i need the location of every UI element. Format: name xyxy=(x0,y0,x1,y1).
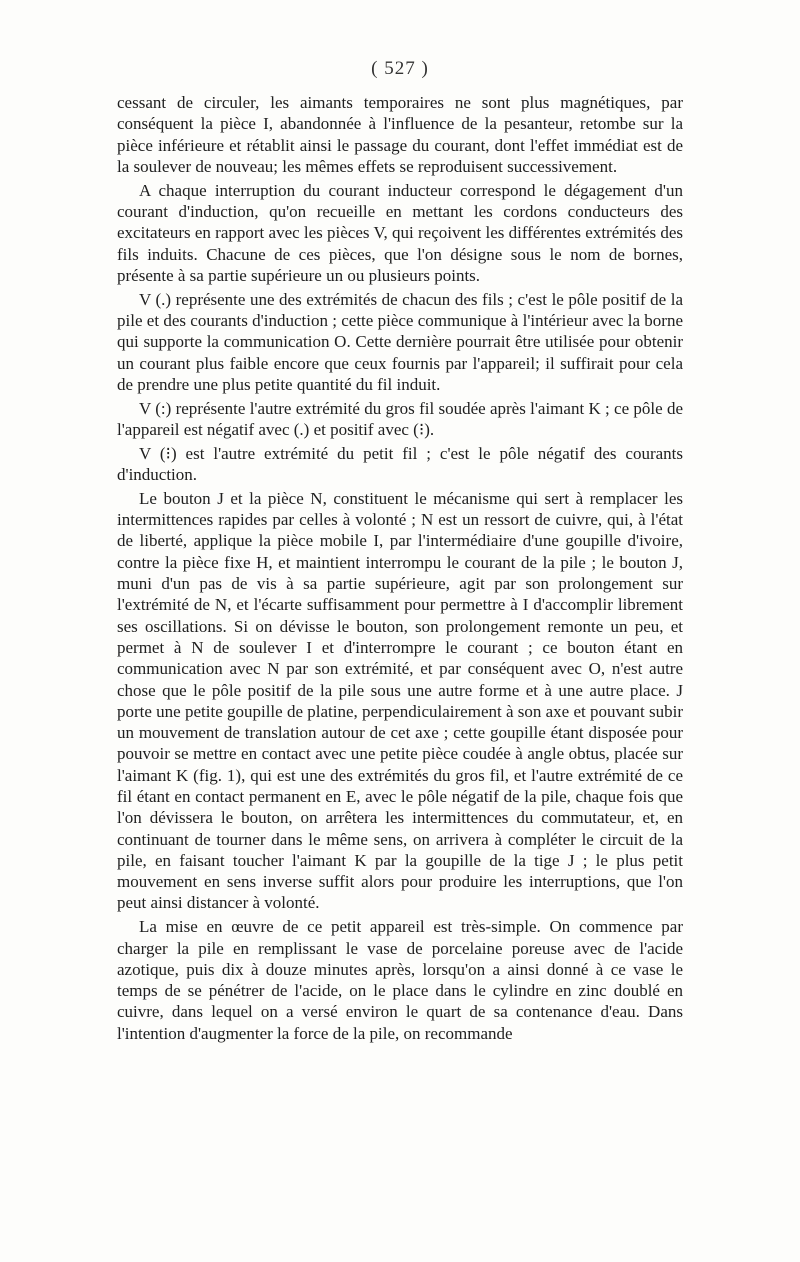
body-text xyxy=(117,92,683,1047)
paragraph-6: Le bouton J et la pièce N, constituent le mécanisme qui sert à remplacer les intermittences rapides par celles à volonté ; N est un ressort de cuivre, qui, à l'état de liberté, applique la pièce mobile I, par l'intermédiaire d'une goupille d'ivoire, contre la pièce fixe H, et maintient interrompu le courant de la pile ; le bouton J, muni d'un pas de vis à sa partie supérieure, agit par son prolongement sur l'extrémité de N, et l'écarte suffisamment pour permettre à I d'accomplir librement ses oscillations. Si on dévisse le bouton, son prolongement remonte un peu, et permet à N de soulever I et d'interrompre le courant ; ce bouton étant en communication avec N par son extrémité, et par conséquent avec O, n'est autre chose que le pôle positif de la pile sous une autre forme et à une autre place. J porte une petite goupille de platine, perpendiculairement à son axe et pouvant subir un mouvement de translation autour de cet axe ; cette goupille étant disposée pour pouvoir se mettre en contact avec une petite pièce coudée à angle obtus, placée sur l'aimant K (fig. 1), qui est une des extrémités du gros fil, et l'autre extrémité de ce fil étant en contact permanent en E, avec le pôle négatif de la pile, chaque fois que l'on dévissera le bouton, on arrêtera les intermittences du commutateur, et, en continuant de tourner dans le même sens, on arrivera à compléter le circuit de la pile, en faisant toucher l'aimant K par la goupille de la tige J ; le plus petit mouvement en sens inverse suffit alors pour produire les interruptions, que l'on peut ainsi distancer à volonté. xyxy=(117,488,684,913)
paragraph-3: V (.) représente une des extrémités de chacun des fils ; c'est le pôle positif de la pile et des courants d'induction ; cette pièce communique à l'intérieur avec la borne qui supporte la communication O. Cette dernière pourrait être utilisée pour obtenir un courant plus faible encore que ceux fournis par l'appareil; il suffirait pour cela de prendre une plus petite quantité du fil induit. xyxy=(117,289,683,394)
paragraph-2: A chaque interruption du courant inducteur correspond le dégagement d'un courant d'induction, qu'on recueille en mettant les cordons conducteurs des excitateurs en rapport avec les pièces V, qui reçoivent les différentes extrémités des fils induits. Chacune de ces pièces, que l'on désigne sous le nom de bornes, présente à sa partie supérieure un ou plusieurs points. xyxy=(117,180,683,285)
paragraph-7: La mise en œuvre de ce petit appareil est très-simple. On commence par charger la pile en remplissant le vase de porcelaine poreuse avec de l'acide azotique, puis dix à douze minutes après, lorsqu'on a ainsi donné à ce vase le temps de se pénétrer de l'acide, on le place dans le cylindre en zinc doublé en cuivre, dans lequel on a versé environ le quart de sa contenance d'eau. Dans l'intention d'augmenter la force de la pile, on recommande xyxy=(117,917,683,1043)
paragraph-5: V (⁝) est l'autre extrémité du petit fil ; c'est le pôle négatif des courants d'induction. xyxy=(117,443,683,485)
paragraph-1: cessant de circuler, les aimants temporaires ne sont plus magnétiques, par conséquent la pièce I, abandonnée à l'influence de la pesanteur, retombe sur la pièce inférieure et rétablit ainsi le passage du courant, dont l'effet immédiat est de la soulever de nouveau; les mêmes effets se reproduisent successivement. xyxy=(117,93,683,176)
page-number: ( 527 ) xyxy=(371,58,429,79)
paragraph-4: V (:) représente l'autre extrémité du gros fil soudée après l'aimant K ; ce pôle de l'appareil est négatif avec (.) et positif avec (⁝). xyxy=(117,398,683,439)
